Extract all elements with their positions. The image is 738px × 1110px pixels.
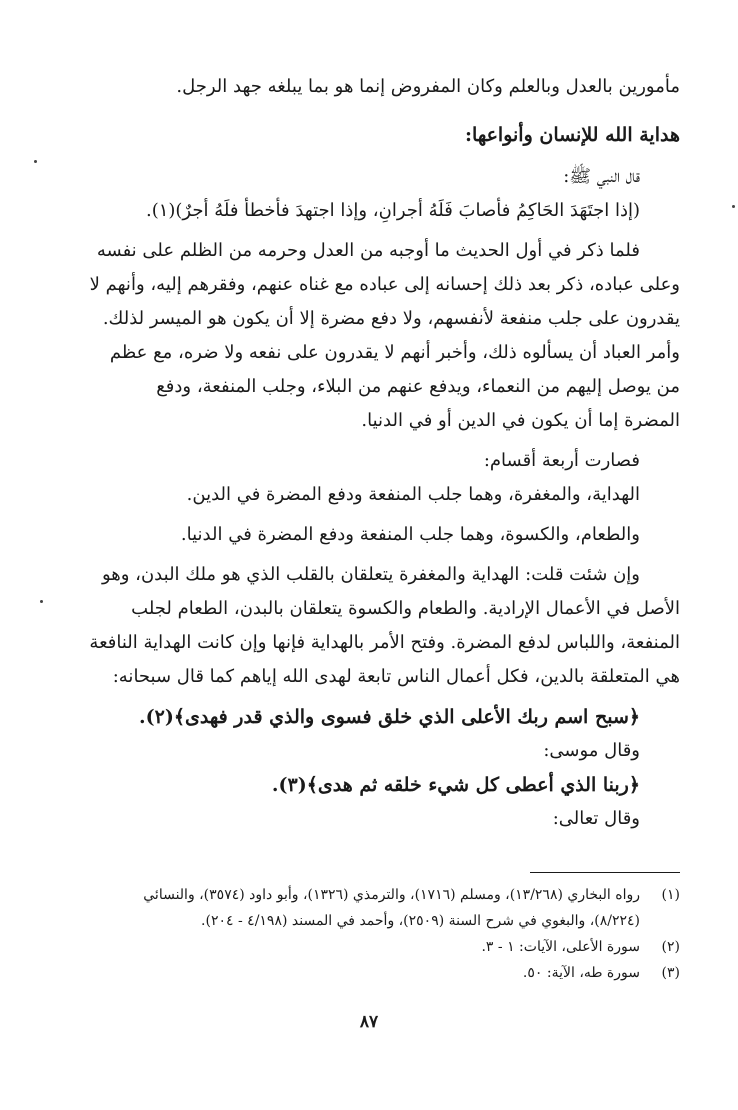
hadith-text: (إذا اجتَهَدَ الحَاكِمُ فأصابَ فَلَهُ أجرانِ، وإذا اجتهدَ فأخطأ فلَهُ أجرٌ)(١). xyxy=(145,200,640,221)
paragraph-line: من يوصل إليهم من النعماء، ويدفع عنهم من البلاء، وجلب المنفعة، ودفع xyxy=(156,376,680,397)
paragraph-line: الأصل في الأعمال الإرادية. والطعام والكسوة يتعلقان بالبدن، الطعام لجلب xyxy=(131,598,680,619)
footnotes xyxy=(76,882,680,986)
footnote-2 xyxy=(76,934,680,960)
quran-verse-1: ﴿سبح اسم ربك الأعلى الذي خلق فسوى والذي قدر فهدى﴾(٢). xyxy=(139,706,640,728)
footnote-1-continuation: (٨/٢٢٤)، والبغوي في شرح السنة (٢٥٠٩)، وأحمد في المسند (٤/١٩٨ - ٢٠٤). xyxy=(201,913,640,929)
paragraph-line: هي المتعلقة بالدين، فكل أعمال الناس تابعة لهدى الله إياهم كما قال سبحانه: xyxy=(112,666,680,687)
paragraph-line: يقدرون على جلب منفعة لأنفسهم، ولا دفع مضرة إلا أن يكون هو الميسر لذلك. xyxy=(102,308,680,329)
footnote-text: رواه البخاري (١٣/٢٦٨)، ومسلم (١٧١٦)، والترمذي (١٣٢٦)، وأبو داود (٣٥٧٤)، والنسائي xyxy=(143,887,640,903)
hadith-intro: قال النبي ﷺ: xyxy=(563,166,640,187)
paragraph-2 xyxy=(76,558,680,694)
paragraph-line: وإن شئت قلت: الهداية والمغفرة يتعلقان بالقلب الذي هو ملك البدن، وهو xyxy=(101,564,640,585)
category-1: الهداية، والمغفرة، وهما جلب المنفعة ودفع المضرة في الدين. xyxy=(186,484,640,505)
footnote-number: (٢) xyxy=(661,939,680,955)
scan-speck xyxy=(40,600,43,603)
footnote-number: (٣) xyxy=(661,965,680,981)
footnote-1 xyxy=(76,882,680,908)
footnote-number: (١) xyxy=(661,887,680,903)
scan-speck xyxy=(34,160,37,163)
paragraph-line: المنفعة، واللباس لدفع المضرة. وفتح الأمر بالهداية فإنها وإن كانت الهداية النافعة xyxy=(89,632,680,653)
footnote-text: سورة طه، الآية: ٥٠. xyxy=(522,965,640,981)
paragraph-1 xyxy=(76,234,680,438)
footnote-divider xyxy=(530,872,680,873)
page-number: ٨٧ xyxy=(359,1012,379,1032)
categories-intro: فصارت أربعة أقسام: xyxy=(483,450,640,471)
page-body xyxy=(76,70,680,836)
paragraph-line: وأمر العباد أن يسألوه ذلك، وأخبر أنهم لا يقدرون على نفعه ولا ضره، مع عظم xyxy=(109,342,680,363)
scan-speck xyxy=(732,205,735,208)
paragraph-line: وعلى عباده، ذكر بعد ذلك إحسانه إلى عباده مع غناه عنهم، وفقرهم إليه، وأنهم لا xyxy=(89,274,680,295)
paragraph-line: فلما ذكر في أول الحديث ما أوجبه من العدل وحرمه من الظلم على نفسه xyxy=(96,240,640,261)
opening-line: مأمورين بالعدل وبالعلم وكان المفروض إنما هو بما يبلغه جهد الرجل. xyxy=(176,76,680,97)
footnote-3 xyxy=(76,960,680,986)
footnote-text: سورة الأعلى، الآيات: ١ - ٣. xyxy=(481,939,640,955)
paragraph-line: المضرة إما أن يكون في الدين أو في الدنيا. xyxy=(361,410,680,431)
category-2: والطعام، والكسوة، وهما جلب المنفعة ودفع المضرة في الدنيا. xyxy=(180,524,640,545)
section-heading: هداية الله للإنسان وأنواعها: xyxy=(465,124,680,146)
qala-taala: وقال تعالى: xyxy=(552,808,640,829)
quran-verse-2: ﴿ربنا الذي أعطى كل شيء خلقه ثم هدى﴾(٣). xyxy=(271,774,640,796)
musa-intro: وقال موسى: xyxy=(543,740,640,761)
